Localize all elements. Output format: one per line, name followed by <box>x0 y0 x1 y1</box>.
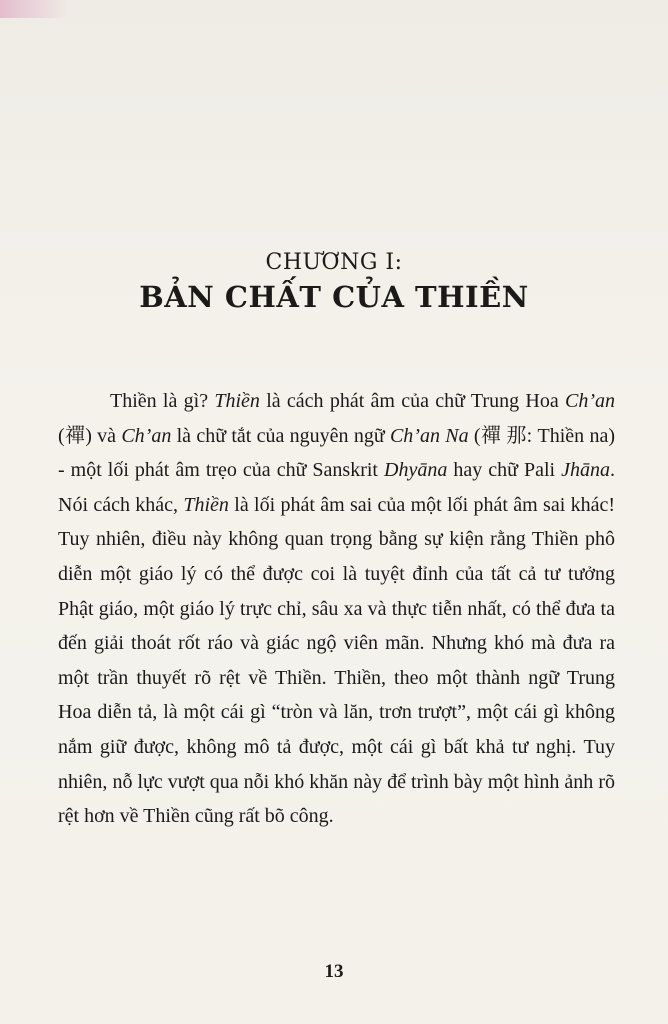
chapter-label: CHƯƠNG I: <box>265 250 403 275</box>
text-run: (禪) và <box>58 424 122 447</box>
italic-term: Ch’an <box>121 424 172 447</box>
italic-term: Jhāna <box>561 459 610 482</box>
italic-term: Ch’an <box>564 390 615 412</box>
italic-term: Ch’an Na <box>389 424 469 447</box>
corner-color-mark <box>0 0 70 18</box>
italic-term: Thiền <box>214 390 260 412</box>
body-text <box>58 384 615 834</box>
text-run: . Nói cách khác, <box>58 459 615 516</box>
body-paragraph <box>58 384 615 834</box>
italic-term: Thiền <box>183 493 229 516</box>
text-run: là lối phát âm sai của một lối phát âm sai khác! Tuy nhiên, điều này không quan trọng bằng sự kiện rằng Thiền phô diễn một giáo lý có thể được coi là tuyệt đỉnh của tất cả tư tưởng Phật giáo, một giáo lý trực chỉ, sâu xa và thực tiễn nhất, có thể đưa ta đến giải thoát rốt ráo và giác ngộ viên mãn. Nhưng khó mà đưa ra một trần thuyết rõ rệt về Thiền. Thiền, theo một thành ngữ Trung Hoa diễn tả, là một cái gì “tròn và lăn, trơn trượt”, một cái gì không nắm giữ được, không mô tả được, một cái gì bất khả tư nghị. Tuy nhiên, nỗ lực vượt qua nỗi khó khăn này để trình bày một hình ảnh rõ rệt hơn về Thiền cũng rất bõ công. <box>58 493 615 828</box>
page-number: 13 <box>324 961 344 982</box>
text-run: là cách phát âm của chữ Trung Hoa <box>259 390 565 412</box>
text-run: hay chữ Pali <box>447 459 562 482</box>
text-run: là chữ tắt của nguyên ngữ <box>171 424 390 447</box>
italic-term: Dhyāna <box>384 459 448 482</box>
text-run: (禪 那: Thiền na) - một lối phát âm trẹo của chữ Sanskrit <box>58 424 615 482</box>
text-run: Thiền là gì? <box>110 390 215 412</box>
chapter-title: BẢN CHẤT CỦA THIỀN <box>139 280 529 314</box>
